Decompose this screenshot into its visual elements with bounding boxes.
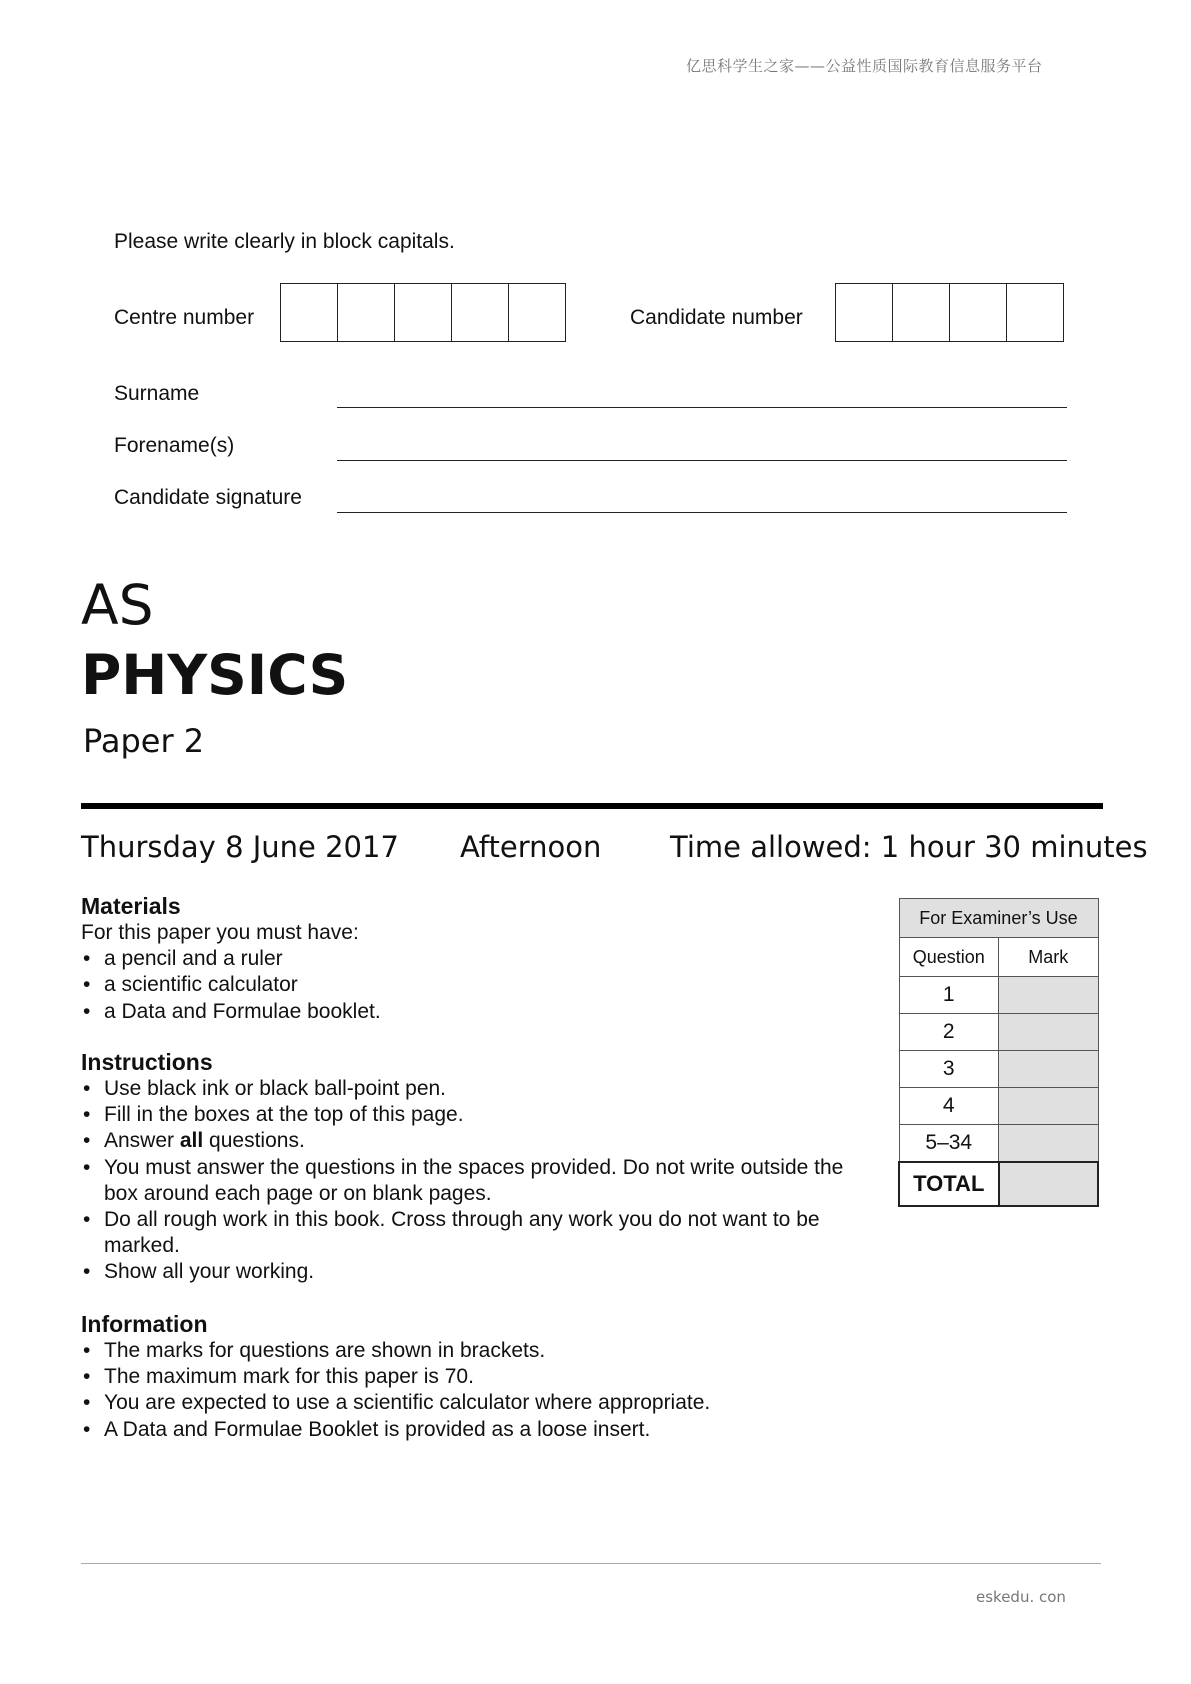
centre-number-boxes[interactable] — [280, 283, 566, 342]
total-mark-cell[interactable] — [999, 1162, 1099, 1206]
footer-site-text: eskedu. con — [976, 1588, 1066, 1606]
mark-cell[interactable] — [999, 1125, 1099, 1163]
table-row — [899, 1125, 1098, 1163]
centre-number-digit-box[interactable] — [338, 284, 395, 341]
list-item: • You must answer the questions in the spaces provided. Do not write outside the box around each page or on blank pages. — [81, 1155, 861, 1207]
instructions-list — [81, 1076, 861, 1286]
list-item-text: Answer — [104, 1129, 180, 1153]
list-item: • A Data and Formulae Booklet is provided as a loose insert. — [81, 1417, 861, 1443]
centre-number-digit-box[interactable] — [395, 284, 452, 341]
materials-list — [81, 946, 861, 1025]
mark-cell[interactable] — [999, 1051, 1099, 1088]
instructions-heading: Instructions — [81, 1049, 213, 1075]
question-column-header: Question — [899, 938, 999, 977]
candidate-number-digit-box[interactable] — [1007, 284, 1063, 341]
materials-intro: For this paper you must have: — [81, 921, 359, 944]
information-heading: Information — [81, 1311, 208, 1337]
centre-number-digit-box[interactable] — [281, 284, 338, 341]
instructions-section — [81, 1049, 861, 1286]
total-label: TOTAL — [899, 1162, 999, 1206]
centre-number-digit-box[interactable] — [452, 284, 509, 341]
question-number: 1 — [899, 977, 999, 1014]
candidate-number-digit-box[interactable] — [836, 284, 893, 341]
materials-heading: Materials — [81, 893, 181, 919]
question-number: 5–34 — [899, 1125, 999, 1163]
candidate-number-boxes[interactable] — [835, 283, 1064, 342]
emphasis-text: all — [179, 1129, 204, 1153]
information-list — [81, 1338, 861, 1443]
question-number: 4 — [899, 1088, 999, 1125]
question-number: 3 — [899, 1051, 999, 1088]
mark-cell[interactable] — [999, 1088, 1099, 1125]
list-item: • Fill in the boxes at the top of this page. — [81, 1102, 861, 1128]
watermark-text: 亿思科学生之家——公益性质国际教育信息服务平台 — [686, 57, 1043, 75]
table-row — [899, 1088, 1098, 1125]
table-row — [899, 977, 1098, 1014]
mark-cell[interactable] — [999, 977, 1099, 1014]
examiner-table-title: For Examiner’s Use — [899, 899, 1098, 938]
list-item: • Use black ink or black ball-point pen. — [81, 1076, 861, 1102]
footer-divider — [81, 1563, 1101, 1564]
centre-number-digit-box[interactable] — [509, 284, 565, 341]
candidate-number-digit-box[interactable] — [893, 284, 950, 341]
list-item: • You are expected to use a scientific calculator where appropriate. — [81, 1390, 861, 1416]
list-item — [81, 1128, 861, 1154]
list-item: • Show all your working. — [81, 1259, 861, 1285]
forenames-label: Forename(s) — [114, 434, 235, 457]
candidate-number-label: Candidate number — [630, 306, 803, 329]
list-item: • Do all rough work in this book. Cross through any work you do not want to be marked. — [81, 1207, 861, 1259]
exam-session: Afternoon — [460, 830, 602, 864]
forenames-field[interactable] — [337, 460, 1067, 461]
question-number: 2 — [899, 1014, 999, 1051]
block-capitals-instruction: Please write clearly in block capitals. — [114, 230, 455, 253]
surname-label: Surname — [114, 382, 200, 405]
paper-number: Paper 2 — [83, 722, 205, 760]
examiner-use-table — [898, 898, 1099, 1207]
table-row — [899, 1051, 1098, 1088]
list-item: • a scientific calculator — [81, 972, 861, 998]
qualification-level: AS — [81, 573, 154, 637]
surname-field[interactable] — [337, 407, 1067, 408]
mark-column-header: Mark — [999, 938, 1099, 977]
total-row — [899, 1162, 1098, 1206]
table-row — [899, 1014, 1098, 1051]
title-divider — [81, 803, 1103, 809]
signature-label: Candidate signature — [114, 486, 302, 509]
information-section — [81, 1311, 861, 1443]
mark-cell[interactable] — [999, 1014, 1099, 1051]
list-item-text: questions. — [203, 1129, 305, 1153]
exam-date: Thursday 8 June 2017 — [81, 830, 399, 864]
centre-number-label: Centre number — [114, 306, 255, 329]
list-item: • a Data and Formulae booklet. — [81, 999, 861, 1025]
list-item: • The marks for questions are shown in brackets. — [81, 1338, 861, 1364]
time-allowed: Time allowed: 1 hour 30 minutes — [670, 830, 1148, 864]
list-item: • The maximum mark for this paper is 70. — [81, 1364, 861, 1390]
list-item: • a pencil and a ruler — [81, 946, 861, 972]
materials-section — [81, 893, 861, 1025]
signature-field[interactable] — [337, 512, 1067, 513]
candidate-number-digit-box[interactable] — [950, 284, 1007, 341]
subject-title: PHYSICS — [81, 643, 349, 707]
